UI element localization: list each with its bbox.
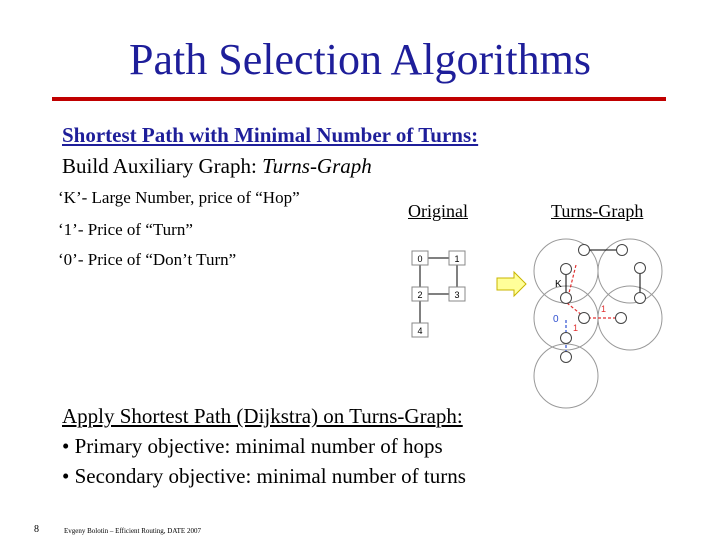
page-number: 8 xyxy=(34,524,39,535)
turns-graph xyxy=(534,239,662,408)
turns-node-2-right xyxy=(579,313,590,324)
turns-node-1-left xyxy=(617,245,628,256)
turns-graph-label: Turns-Graph xyxy=(551,201,644,221)
original-node-3-label: 3 xyxy=(454,290,460,300)
turns-circle-3 xyxy=(598,286,662,350)
transform-arrow-icon xyxy=(497,272,526,296)
subtitle-italic: Turns-Graph xyxy=(262,154,372,178)
turns-node-2-top xyxy=(561,293,572,304)
turns-node-0-bottom xyxy=(561,264,572,275)
legend-0: ‘0’- Price of “Don’t Turn” xyxy=(58,250,237,269)
apply-bullet-primary: • Primary objective: minimal number of hops xyxy=(62,434,443,458)
turns-one-label-2: 1 xyxy=(601,304,607,314)
subtitle-prefix: Build Auxiliary Graph: xyxy=(62,154,263,178)
turns-node-1-bottom xyxy=(635,263,646,274)
footer-text: Evgeny Bolotin – Efficient Routing, DATE 2007 xyxy=(64,527,201,535)
turns-node-3-top xyxy=(635,293,646,304)
page-title: Path Selection Algorithms xyxy=(129,35,591,84)
apply-heading: Apply Shortest Path (Dijkstra) on Turns-Graph: xyxy=(62,404,463,428)
turns-zero-label: 0 xyxy=(553,314,559,325)
legend-k: ‘K’- Large Number, price of “Hop” xyxy=(58,188,300,207)
turns-node-2-bottom xyxy=(561,333,572,344)
original-node-4-label: 4 xyxy=(417,326,423,336)
turns-node-0-right xyxy=(579,245,590,256)
original-node-0-label: 0 xyxy=(417,254,423,264)
original-graph xyxy=(412,251,465,337)
original-node-1-label: 1 xyxy=(454,254,460,264)
legend-1: ‘1’- Price of “Turn” xyxy=(58,220,193,239)
turns-one-label: 1 xyxy=(573,323,579,333)
turns-k-label: K xyxy=(555,279,562,290)
section-heading: Shortest Path with Minimal Number of Turns: xyxy=(62,123,479,147)
turns-node-4-top xyxy=(561,352,572,363)
apply-bullet-secondary: • Secondary objective: minimal number of turns xyxy=(62,464,466,488)
turns-circle-1 xyxy=(598,239,662,303)
turns-node-3-left xyxy=(616,313,627,324)
original-node-2-label: 2 xyxy=(417,290,423,300)
original-label: Original xyxy=(408,201,468,221)
